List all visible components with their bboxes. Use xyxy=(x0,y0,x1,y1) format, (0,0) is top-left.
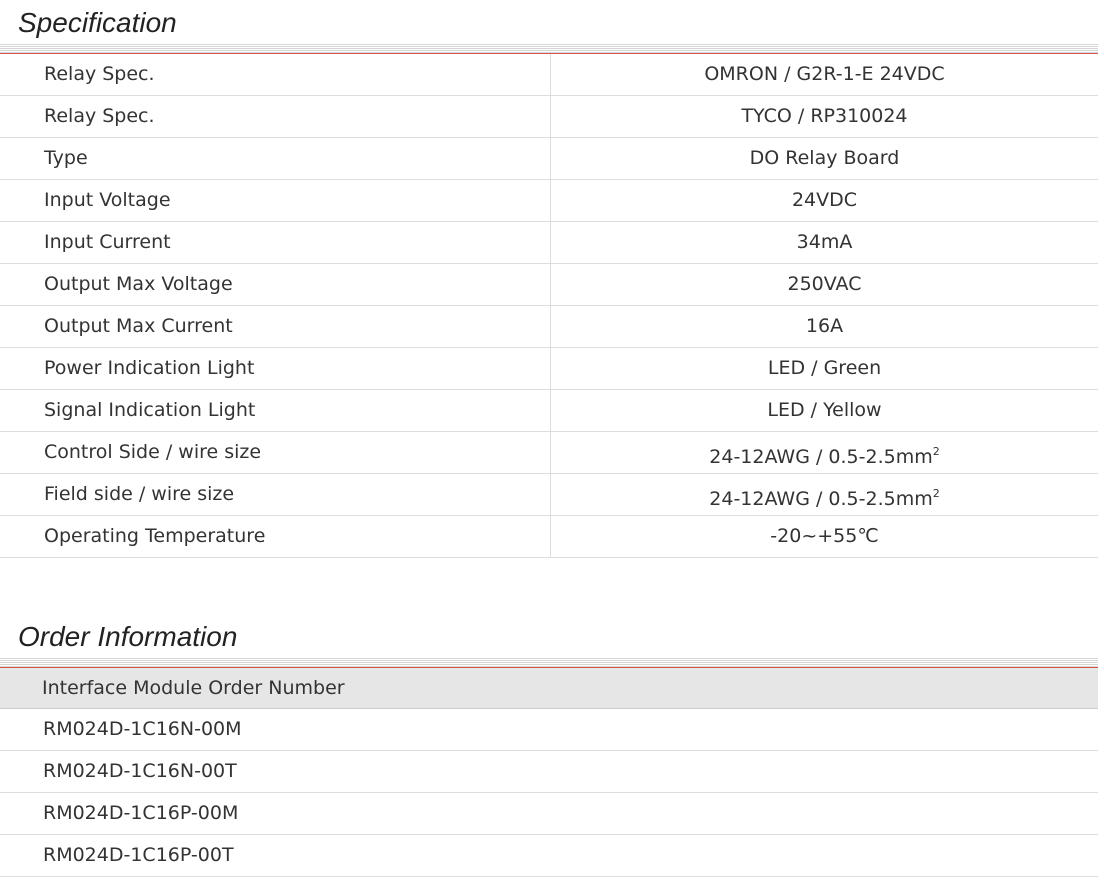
order-number-row: RM024D-1C16P-00M xyxy=(0,793,1098,835)
section-divider xyxy=(0,44,1098,54)
spec-row xyxy=(0,96,1098,138)
order-table-header: Interface Module Order Number xyxy=(0,668,1098,709)
spec-label: Signal Indication Light xyxy=(0,390,551,431)
order-number-row: RM024D-1C16N-00T xyxy=(0,751,1098,793)
spec-row xyxy=(0,516,1098,558)
spec-row xyxy=(0,474,1098,516)
spec-label: Type xyxy=(0,138,551,179)
spec-value xyxy=(551,96,1098,137)
spec-value-superscript: 2 xyxy=(932,487,940,500)
spec-value-text: LED / Yellow xyxy=(767,399,882,421)
spec-value-text: TYCO / RP310024 xyxy=(741,105,908,127)
spec-value xyxy=(551,264,1098,305)
order-list xyxy=(0,709,1098,877)
spec-value-text: 24-12AWG / 0.5-2.5mm xyxy=(709,446,933,468)
spec-value-text: 24VDC xyxy=(791,189,858,211)
spec-value xyxy=(551,180,1098,221)
spec-value xyxy=(551,54,1098,95)
spec-row xyxy=(0,180,1098,222)
spec-value-text: 34mA xyxy=(796,231,853,253)
spec-value xyxy=(551,222,1098,263)
spec-value-text: 24-12AWG / 0.5-2.5mm xyxy=(709,488,933,510)
spec-row xyxy=(0,348,1098,390)
order-title: Order Information xyxy=(18,621,238,652)
spec-label: Operating Temperature xyxy=(0,516,551,557)
spec-value-superscript: 2 xyxy=(932,445,940,458)
spec-label: Input Voltage xyxy=(0,180,551,221)
spec-row xyxy=(0,390,1098,432)
spec-value xyxy=(551,138,1098,179)
spec-value-text: LED / Green xyxy=(767,357,882,379)
spec-value xyxy=(551,432,1098,473)
order-number-row: RM024D-1C16N-00M xyxy=(0,709,1098,751)
specification-title: Specification xyxy=(18,7,177,38)
spec-value-text: -20~+55℃ xyxy=(770,525,879,547)
spec-value xyxy=(551,348,1098,389)
spec-value xyxy=(551,306,1098,347)
spec-row xyxy=(0,138,1098,180)
spec-value-text: OMRON / G2R-1-E 24VDC xyxy=(704,63,945,85)
spec-value-text: 16A xyxy=(805,315,844,337)
spec-label: Control Side / wire size xyxy=(0,432,551,473)
order-section xyxy=(0,614,1098,877)
spec-label: Output Max Voltage xyxy=(0,264,551,305)
spec-row xyxy=(0,432,1098,474)
section-divider xyxy=(0,658,1098,668)
spec-label: Output Max Current xyxy=(0,306,551,347)
specification-table xyxy=(0,54,1098,558)
spec-value xyxy=(551,516,1098,557)
spec-label: Field side / wire size xyxy=(0,474,551,515)
spec-value-text: DO Relay Board xyxy=(749,147,900,169)
spec-label: Power Indication Light xyxy=(0,348,551,389)
spec-row xyxy=(0,306,1098,348)
spec-label: Input Current xyxy=(0,222,551,263)
spec-row xyxy=(0,54,1098,96)
order-number-row: RM024D-1C16P-00T xyxy=(0,835,1098,877)
spec-label: Relay Spec. xyxy=(0,54,551,95)
spec-row xyxy=(0,222,1098,264)
spec-value-text: 250VAC xyxy=(787,273,862,295)
spec-row xyxy=(0,264,1098,306)
spec-value xyxy=(551,390,1098,431)
spec-label: Relay Spec. xyxy=(0,96,551,137)
spec-value xyxy=(551,474,1098,515)
